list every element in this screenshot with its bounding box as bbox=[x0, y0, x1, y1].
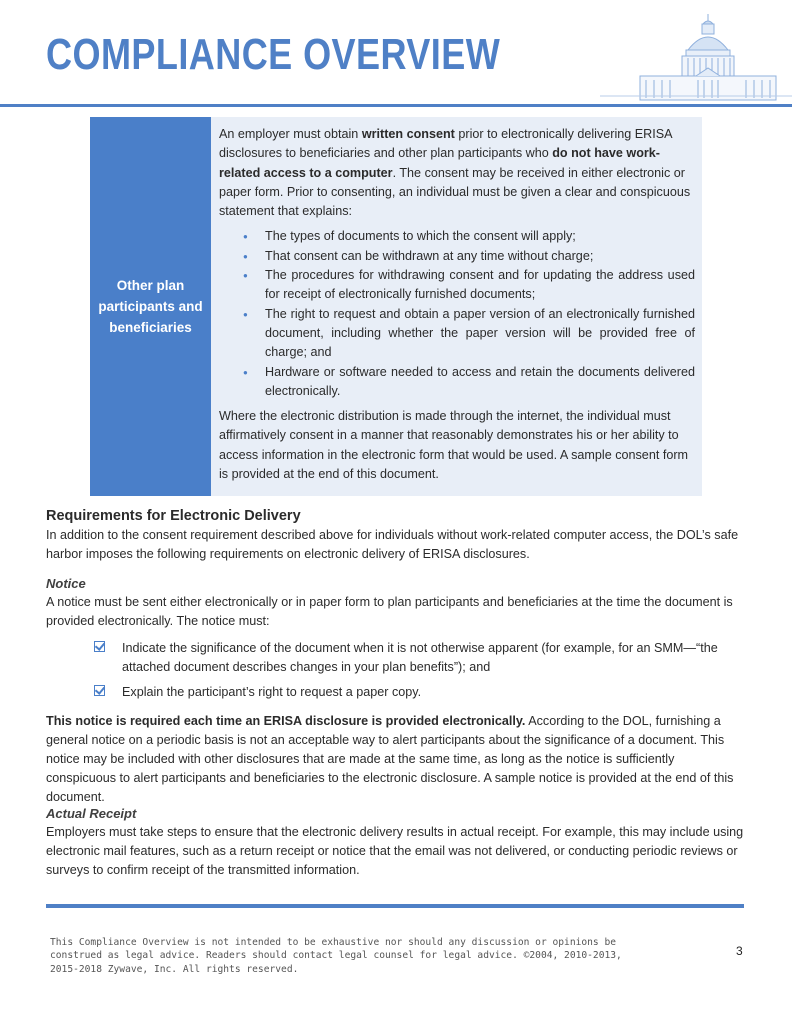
section-body: Employers must take steps to ensure that the electronic delivery results in actual receipt. For example, this may include using electronic mail features, such as a return receipt or notice that the email was not delivered, or conducting periodic reviews or surveys to confirm receipt of the transmitted information. bbox=[46, 825, 744, 877]
page-number: 3 bbox=[736, 944, 743, 958]
list-item: ● The types of documents to which the consent will apply; bbox=[265, 227, 695, 246]
list-item: Indicate the significance of the document when it is not otherwise apparent (for example, for an SMM—“the attached document describes changes in your plan benefits”); and bbox=[46, 639, 746, 677]
footer-disclaimer: This Compliance Overview is not intended to be exhaustive nor should any discussion or opinions be construed as legal advice. Readers should contact legal counsel for legal advice. ©2004, 2010-2013, 2015-2018 Zywave, Inc. All rights reserved. bbox=[50, 937, 622, 975]
capitol-building-icon bbox=[600, 10, 792, 105]
section-body: In addition to the consent requirement described above for individuals without work-related computer access, the DOL’s safe harbor imposes the following requirements on electronic delivery of ERISA disclosures. bbox=[46, 528, 739, 561]
notice-section bbox=[46, 574, 746, 807]
list-item: Explain the participant’s right to request a paper copy. bbox=[46, 683, 746, 702]
consent-closing: Where the electronic distribution is made through the internet, the individual must affirmatively consent in a manner that reasonably demonstrates his or her ability to access information in the electronic form that would be used. A sample consent form is provided at the end of this document. bbox=[219, 409, 689, 482]
list-item: ● The right to request and obtain a paper version of an electronically furnished document, including whether the paper version will be provided free of charge; and bbox=[265, 305, 695, 363]
actual-receipt-section bbox=[46, 804, 746, 880]
notice-body: A notice must be sent either electronically or in paper form to plan participants and beneficiaries at the time the document is provided electronically. The notice must: bbox=[46, 595, 733, 628]
emphasis-no-work-access: do not have work-related access to a computer bbox=[219, 146, 660, 180]
requirements-section bbox=[46, 507, 746, 564]
checkbox-checked-icon bbox=[94, 685, 105, 696]
list-item: ● The procedures for withdrawing consent and for updating the address used for receipt of electronically furnished documents; bbox=[265, 266, 695, 305]
notice-checklist bbox=[46, 639, 746, 702]
header-divider bbox=[0, 104, 792, 107]
emphasis-written-consent: written consent bbox=[361, 127, 455, 141]
table-row-content bbox=[211, 117, 702, 496]
table-row-label: Other plan participants and beneficiaries bbox=[90, 117, 211, 496]
notice-requirement-paragraph: This notice is required each time an ERISA disclosure is provided electronically. According to the DOL, furnishing a general notice on a periodic basis is not an acceptable way to alert participants about the significance of a document. This notice may be included with other disclosures that are made at the same time, as long as the notice is sufficiently conspicuous to alert participants and beneficiaries to the electronic disclosure. A sample notice is provided at the end of this document. bbox=[46, 714, 734, 804]
footer-divider bbox=[46, 904, 744, 908]
consent-intro: An employer must obtain written consent prior to electronically delivering ERISA disclosures to beneficiaries and other plan participants who do not have work-related access to a computer. The consent may be received in either electronic or paper form. Prior to consenting, an individual must be given a clear and conspicuous statement that explains: bbox=[219, 127, 691, 219]
consent-table bbox=[90, 117, 702, 496]
checkbox-checked-icon bbox=[94, 641, 105, 652]
list-item: ● That consent can be withdrawn at any time without charge; bbox=[265, 247, 695, 266]
list-item: ● Hardware or software needed to access and retain the documents delivered electronically. bbox=[265, 363, 695, 402]
page-title: COMPLIANCE OVERVIEW bbox=[46, 30, 501, 79]
notice-bold-lead: This notice is required each time an ERISA disclosure is provided electronically. bbox=[46, 714, 526, 728]
consent-bullet-list bbox=[219, 227, 695, 401]
subsection-heading: Notice bbox=[46, 576, 86, 591]
subsection-heading: Actual Receipt bbox=[46, 806, 137, 821]
section-heading: Requirements for Electronic Delivery bbox=[46, 508, 301, 524]
